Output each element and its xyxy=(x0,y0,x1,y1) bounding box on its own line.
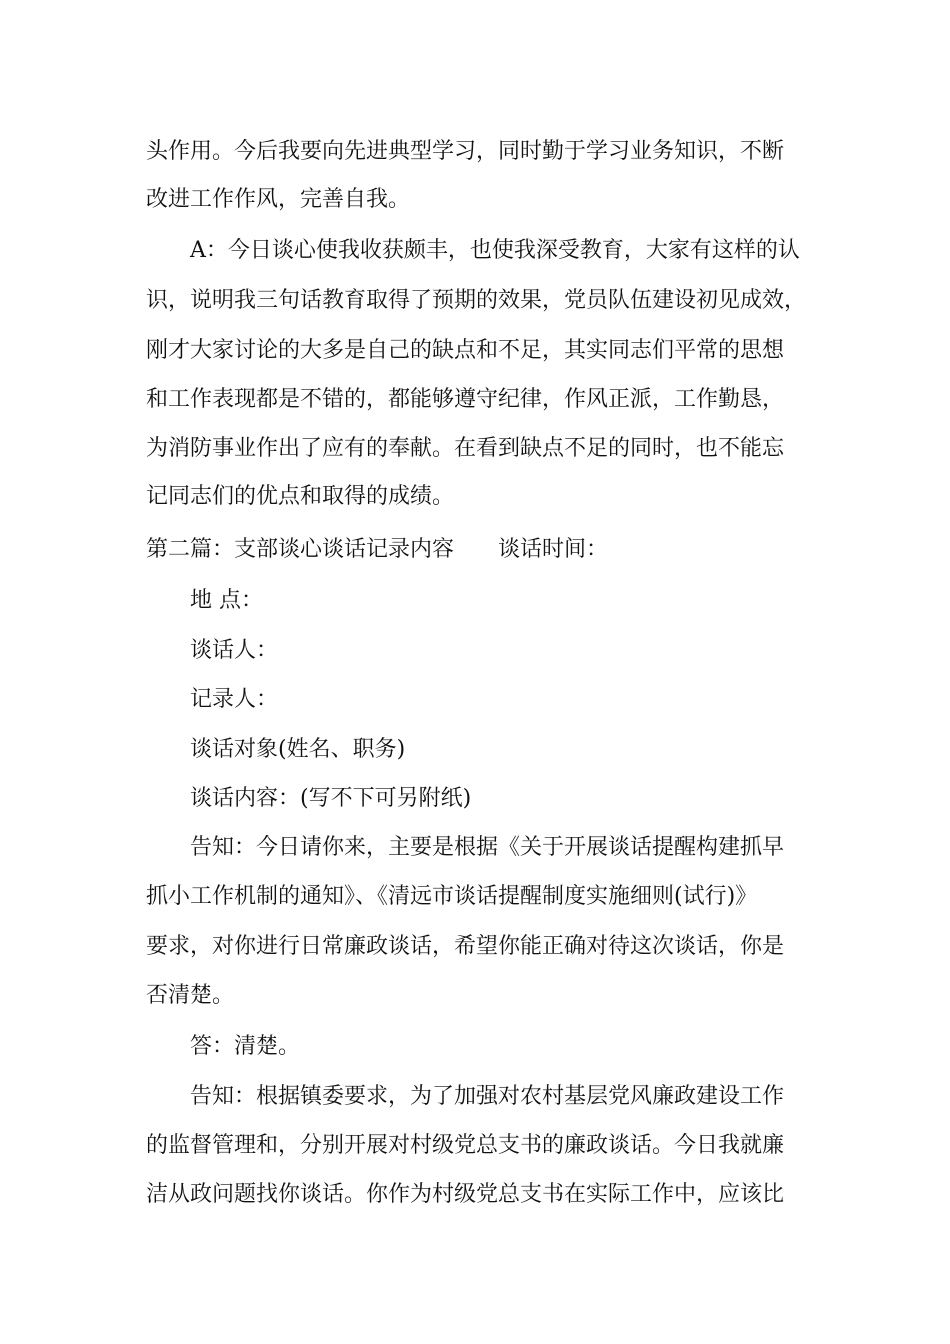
paragraph-line: 改进工作作风，完善自我。 xyxy=(146,187,411,212)
form-field-label: 谈话对象(姓名、职务) xyxy=(190,737,406,762)
paragraph-line: A：今日谈心使我收获颇丰，也使我深受教育，大家有这样的认 xyxy=(190,238,800,263)
paragraph-line: 抓小工作机制的通知》、《清远市谈话提醒制度实施细则(试行)》 xyxy=(146,884,758,909)
form-field-label: 谈话内容：(写不下可另附纸) xyxy=(190,786,472,811)
paragraph-line: 识，说明我三句话教育取得了预期的效果，党员队伍建设初见成效， xyxy=(146,288,807,313)
paragraph-line: 要求，对你进行日常廉政谈话，希望你能正确对待这次谈话，你是 xyxy=(146,934,785,959)
paragraph-line: 刚才大家讨论的大多是自己的缺点和不足，其实同志们平常的思想 xyxy=(146,338,785,363)
section-heading: 第二篇：支部谈心谈话记录内容 谈话时间： xyxy=(146,537,609,562)
paragraph-line: 头作用。今后我要向先进典型学习，同时勤于学习业务知识，不断 xyxy=(146,139,785,164)
paragraph-line: 告知：根据镇委要求，为了加强对农村基层党风廉政建设工作 xyxy=(190,1084,785,1109)
paragraph-line: 的监督管理和，分别开展对村级党总支书的廉政谈话。今日我就廉 xyxy=(146,1133,785,1158)
paragraph-line: 洁从政问题找你谈话。你作为村级党总支书在实际工作中，应该比 xyxy=(146,1182,785,1207)
form-field-label: 谈话人： xyxy=(190,638,279,663)
paragraph-line: 告知：今日请你来，主要是根据《关于开展谈话提醒构建抓早 xyxy=(190,835,785,860)
form-field-label: 地 点： xyxy=(190,588,263,613)
paragraph-line: 否清楚。 xyxy=(146,983,235,1008)
paragraph-line: 答：清楚。 xyxy=(190,1034,301,1059)
paragraph-line: 和工作表现都是不错的，都能够遵守纪律，作风正派，工作勤恳， xyxy=(146,387,785,412)
form-field-label: 记录人： xyxy=(190,687,279,712)
paragraph-line: 记同志们的优点和取得的成绩。 xyxy=(146,484,455,509)
paragraph-line: 为消防事业作出了应有的奉献。在看到缺点不足的同时，也不能忘 xyxy=(146,436,785,461)
